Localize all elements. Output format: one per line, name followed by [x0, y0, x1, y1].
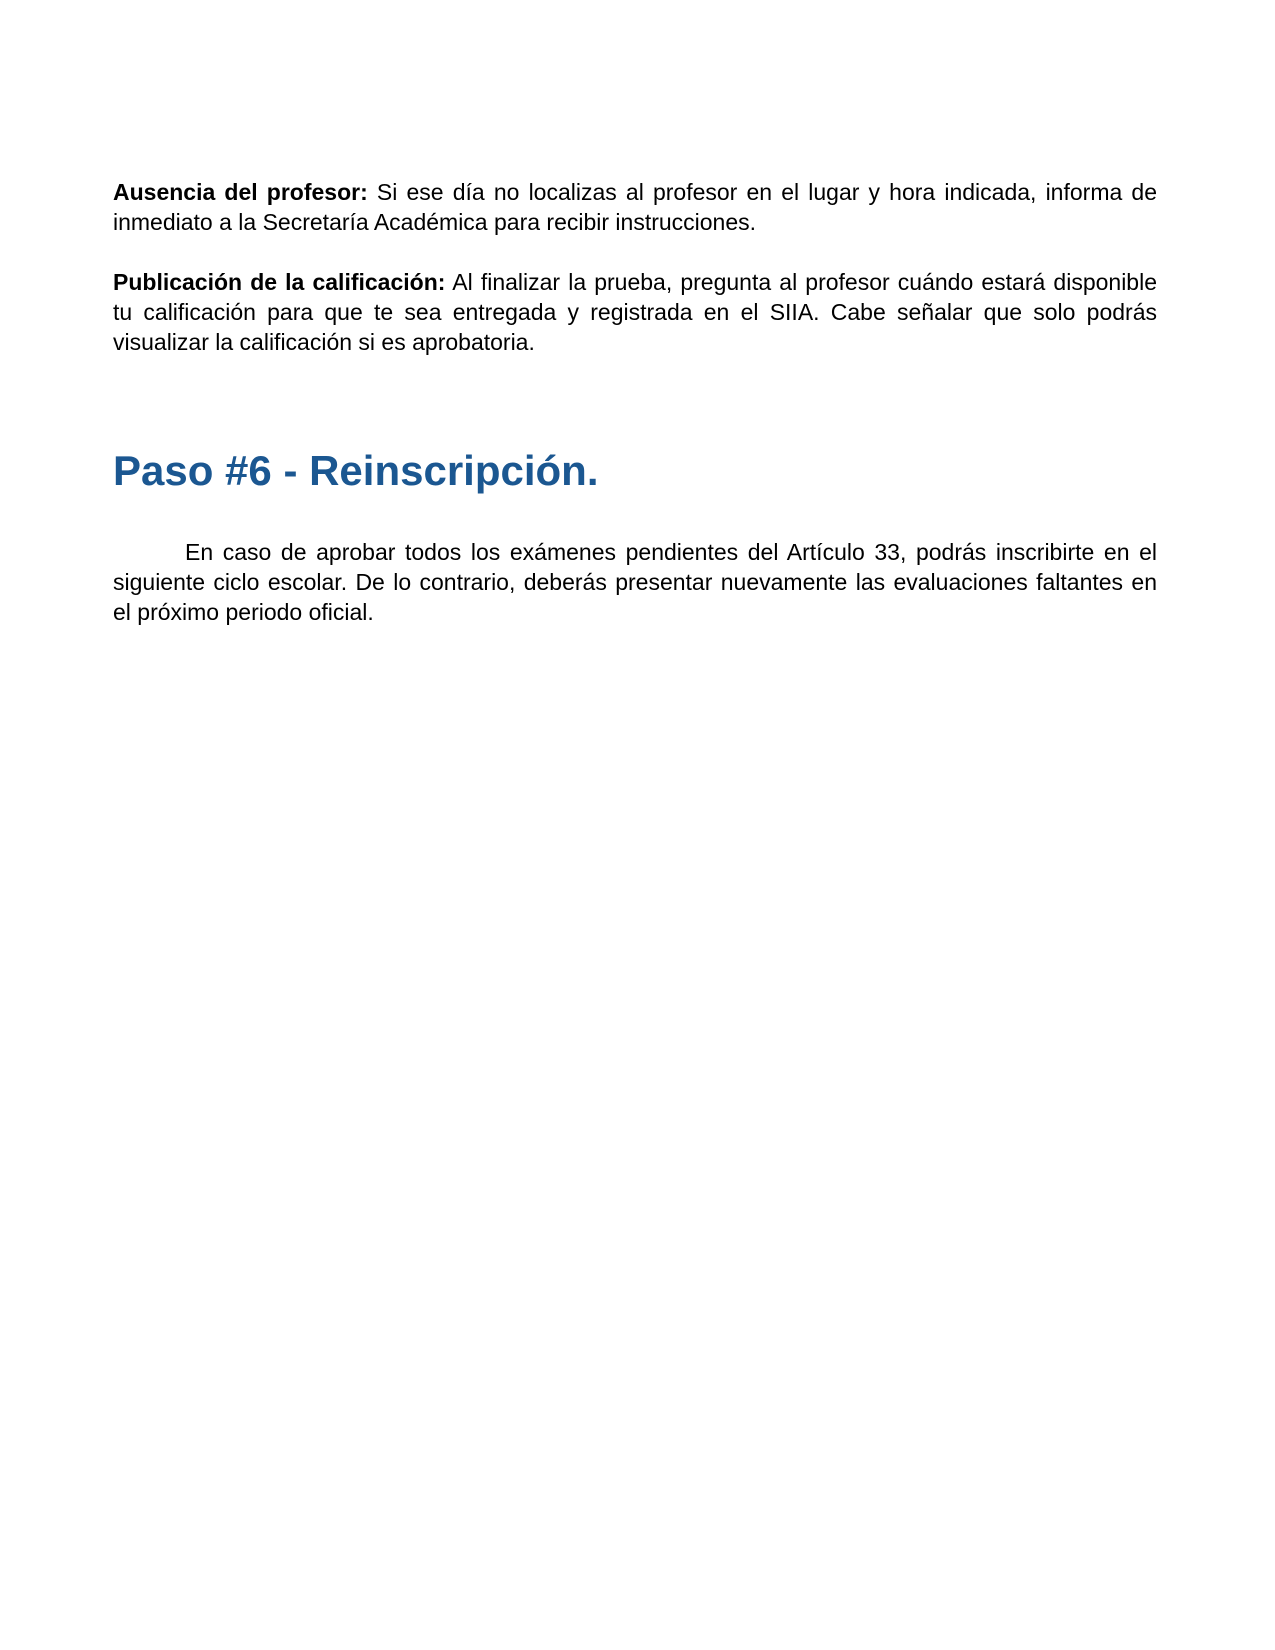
paragraph-lead-ausencia: Ausencia del profesor:	[113, 179, 368, 205]
page-content	[0, 0, 1275, 627]
section-heading: Paso #6 - Reinscripción.	[113, 447, 599, 494]
paragraph-reinscripcion: En caso de aprobar todos los exámenes pendientes del Artículo 33, podrás inscribirte en el siguiente ciclo escolar. De lo contrario, deberás presentar nuevamente las evaluaciones faltantes en el próximo periodo oficial.	[113, 539, 1157, 625]
paragraph-publicacion-calificacion	[113, 267, 1157, 357]
paragraph-lead-publicacion: Publicación de la calificación:	[113, 269, 446, 295]
paragraph-text-ausencia: Si ese día no localizas al profesor en el lugar y hora indicada, informa de inmediato a la Secretaría Académica para recibir instrucciones.	[113, 179, 1157, 235]
paragraph-text-publicacion: Al finalizar la prueba, pregunta al profesor cuándo estará disponible tu calificación para que te sea entregada y registrada en el SIIA. Cabe señalar que solo podrás visualizar la calificación si es aprobatoria.	[113, 269, 1157, 355]
paragraph-ausencia-profesor	[113, 177, 1157, 237]
